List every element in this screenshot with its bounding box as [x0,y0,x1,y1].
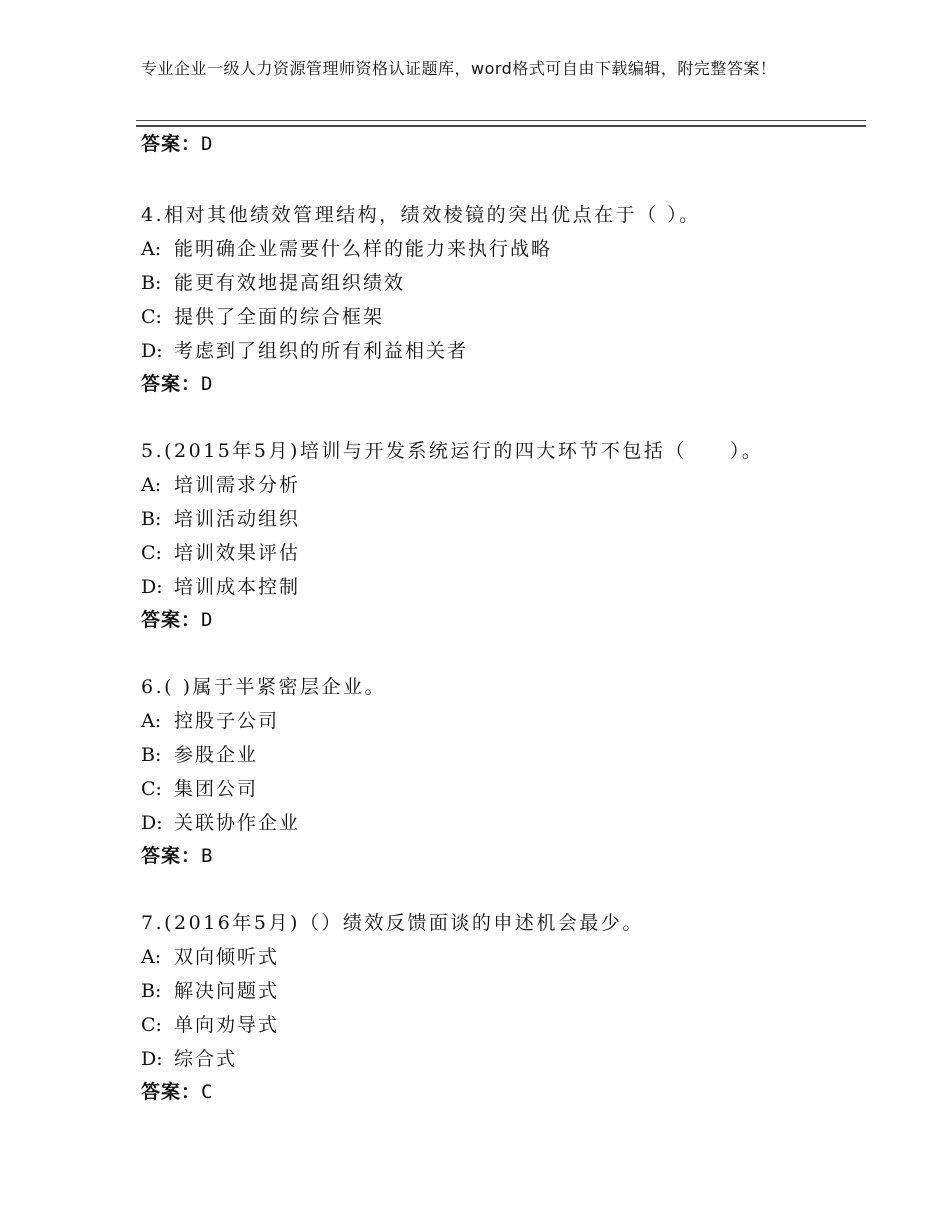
question-option [141,232,861,266]
option-text: 集团公司 [174,778,259,800]
question-stem: 7.(2016年5月)（）绩效反馈面谈的申述机会最少。 [141,912,644,934]
question-option [141,468,861,502]
option-text: 培训需求分析 [174,474,301,496]
option-text: 双向倾听式 [174,946,280,968]
answer-label: 答案： [141,373,202,395]
question-stem: 4.相对其他绩效管理结构，绩效棱镜的突出优点在于（ ）。 [141,204,701,226]
header-divider [136,120,866,127]
question-option [141,738,861,772]
question-option [141,974,861,1008]
option-text: 培训活动组织 [174,508,301,530]
option-key: D: [141,812,163,834]
answer-line [141,840,861,872]
question-option [141,704,861,738]
question-option [141,536,861,570]
answer-line [141,128,861,160]
question-item [141,670,861,872]
option-key: A: [141,238,162,260]
option-key: B: [141,744,162,766]
question-option [141,1008,861,1042]
option-text: 单向劝导式 [174,1014,280,1036]
option-text: 考虑到了组织的所有利益相关者 [174,340,469,362]
question-option [141,300,861,334]
question-option [141,806,861,840]
question-list [141,128,861,1142]
option-text: 能更有效地提高组织绩效 [174,272,406,294]
option-key: D: [141,1048,163,1070]
option-text: 参股企业 [174,744,259,766]
question-stem: 5.(2015年5月)培训与开发系统运行的四大环节不包括（ ）。 [141,440,764,462]
answer-label: 答案： [141,845,202,867]
answer-value: D [201,609,214,631]
answer-value: C [201,1081,214,1103]
option-text: 控股子公司 [174,710,280,732]
answer-line [141,1076,861,1108]
option-text: 综合式 [174,1048,238,1070]
option-text: 培训成本控制 [174,576,301,598]
option-key: B: [141,508,162,530]
option-text: 解决问题式 [174,980,280,1002]
answer-label: 答案： [141,133,202,155]
option-key: C: [141,542,162,564]
answer-line [141,604,861,636]
question-option [141,502,861,536]
question-item [141,198,861,400]
option-key: C: [141,306,162,328]
option-text: 能明确企业需要什么样的能力来执行战略 [174,238,553,260]
option-key: A: [141,710,162,732]
question-option [141,940,861,974]
option-key: D: [141,576,163,598]
question-item [141,434,861,636]
answer-value: D [201,373,214,395]
answer-line [141,368,861,400]
page-header: 专业企业一级人力资源管理师资格认证题库，word格式可自由下载编辑，附完整答案！ [141,59,777,78]
answer-label: 答案： [141,1081,202,1103]
option-key: C: [141,778,162,800]
option-text: 关联协作企业 [174,812,301,834]
question-option [141,334,861,368]
option-key: C: [141,1014,162,1036]
answer-label: 答案： [141,609,202,631]
question-item [141,906,861,1108]
option-key: B: [141,980,162,1002]
answer-value: D [201,133,214,155]
option-text: 培训效果评估 [174,542,301,564]
option-key: B: [141,272,162,294]
question-option [141,570,861,604]
option-key: D: [141,340,163,362]
question-option [141,772,861,806]
question-stem: 6.( )属于半紧密层企业。 [141,676,386,698]
option-key: A: [141,474,162,496]
option-text: 提供了全面的综合框架 [174,306,385,328]
question-option [141,266,861,300]
option-key: A: [141,946,162,968]
answer-value: B [201,845,214,867]
question-option [141,1042,861,1076]
